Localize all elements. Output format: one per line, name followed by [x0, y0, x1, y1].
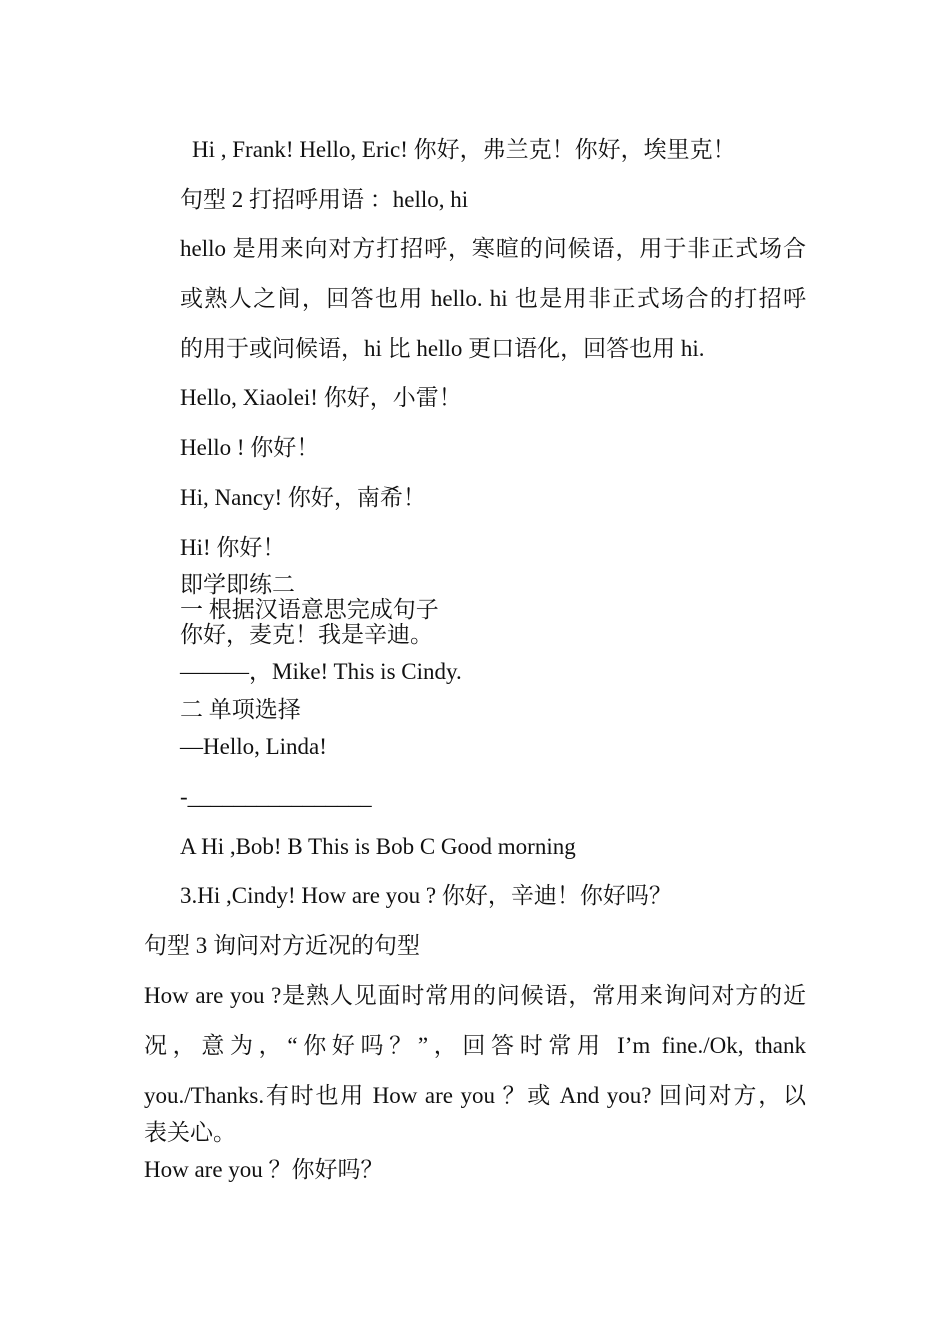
- example-line: Hello ! 你好！: [180, 435, 320, 460]
- paragraph-line: 的用于或问候语，hi 比 hello 更口语化，回答也用 hi.: [180, 336, 705, 361]
- paragraph-line: hello 是用来向对方打招呼，寒暄的问候语，用于非正式场合: [180, 236, 806, 261]
- paragraph-line: 表关心。: [144, 1120, 236, 1145]
- exercise-instruction: 一 根据汉语意思完成句子: [180, 597, 439, 622]
- example-line: Hi, Nancy! 你好，南希！: [180, 485, 426, 510]
- exercise-heading: 即学即练二: [180, 572, 295, 597]
- exercise-blank-line: ———，Mike! This is Cindy.: [180, 659, 462, 684]
- exercise-answer-blank: -________________: [180, 784, 372, 809]
- paragraph-line: How are you ?是熟人见面时常用的问候语，常用来询问对方的近: [144, 983, 806, 1008]
- paragraph-line: 况，意为，“你好吗？”，回答时常用 I’m fine./Ok, thank: [144, 1033, 806, 1058]
- example-line: Hello, Xiaolei! 你好，小雷！: [180, 385, 462, 410]
- example-line: Hi! 你好！: [180, 535, 286, 560]
- exercise-prompt: 你好，麦克！我是辛迪。: [180, 622, 433, 647]
- section-heading: 句型 2 打招呼用语 ：hello, hi: [180, 187, 469, 212]
- section-heading: 句型 3 询问对方近况的句型: [144, 933, 420, 958]
- exercise-instruction: 二 单项选择: [180, 697, 301, 722]
- example-line: Hi , Frank! Hello, Eric! 你好，弗兰克！你好，埃里克！: [192, 137, 736, 162]
- exercise-dialog-line: —Hello, Linda!: [180, 734, 327, 759]
- exercise-options: A Hi ,Bob! B This is Bob C Good morning: [180, 834, 576, 859]
- example-line: 3.Hi ,Cindy! How are you ? 你好，辛迪！你好吗？: [180, 883, 672, 908]
- paragraph-line: 或熟人之间，回答也用 hello. hi 也是用非正式场合的打招呼: [180, 286, 806, 311]
- example-line: How are you ？你好吗？: [144, 1157, 384, 1182]
- paragraph-line: you./Thanks.有时也用 How are you ？或 And you? 回问对方，以: [144, 1083, 806, 1108]
